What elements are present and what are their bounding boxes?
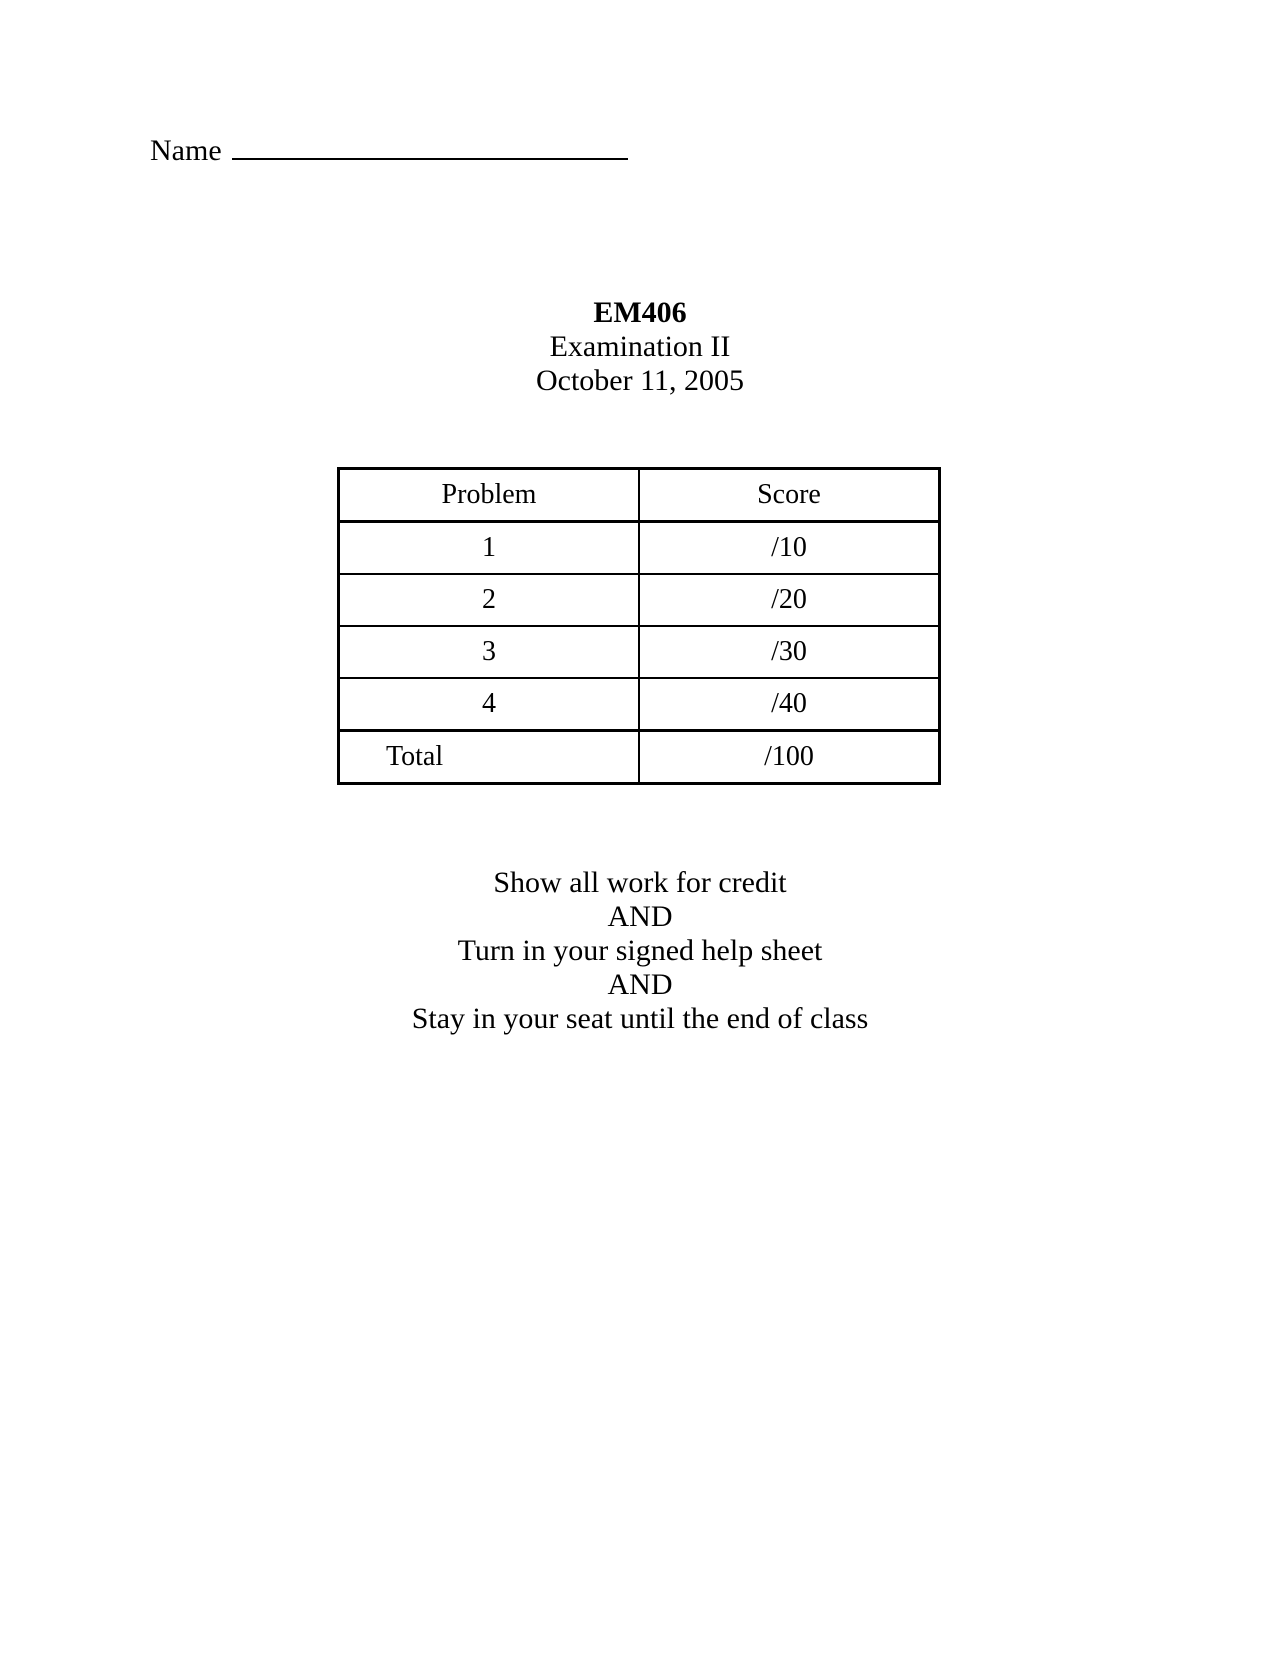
total-label: Total bbox=[339, 731, 640, 784]
exam-date: October 11, 2005 bbox=[535, 364, 744, 397]
table-row bbox=[339, 574, 940, 626]
column-header-score: Score bbox=[639, 469, 940, 522]
total-score: /100 bbox=[639, 731, 940, 784]
instruction-line: Show all work for credit bbox=[493, 866, 787, 899]
column-header-problem: Problem bbox=[339, 469, 640, 522]
exam-header bbox=[0, 296, 1280, 398]
problem-number: 1 bbox=[339, 522, 640, 575]
table-row bbox=[339, 522, 940, 575]
problem-number: 2 bbox=[339, 574, 640, 626]
name-label: Name bbox=[150, 134, 222, 167]
course-title: EM406 bbox=[593, 296, 687, 329]
exam-title: Examination II bbox=[549, 330, 731, 363]
instruction-line: Stay in your seat until the end of class bbox=[411, 1002, 869, 1035]
problem-score: /10 bbox=[639, 522, 940, 575]
problem-score: /20 bbox=[639, 574, 940, 626]
total-row bbox=[339, 731, 940, 784]
instructions bbox=[0, 866, 1280, 1036]
score-table bbox=[337, 467, 941, 785]
name-field bbox=[150, 130, 628, 168]
problem-number: 4 bbox=[339, 678, 640, 731]
problem-score: /30 bbox=[639, 626, 940, 678]
instruction-line: AND bbox=[607, 900, 673, 933]
instruction-line: AND bbox=[607, 968, 673, 1001]
name-blank-line bbox=[232, 130, 628, 160]
instruction-line: Turn in your signed help sheet bbox=[457, 934, 823, 967]
problem-score: /40 bbox=[639, 678, 940, 731]
table-header-row bbox=[339, 469, 940, 522]
table-row bbox=[339, 626, 940, 678]
problem-number: 3 bbox=[339, 626, 640, 678]
table-row bbox=[339, 678, 940, 731]
